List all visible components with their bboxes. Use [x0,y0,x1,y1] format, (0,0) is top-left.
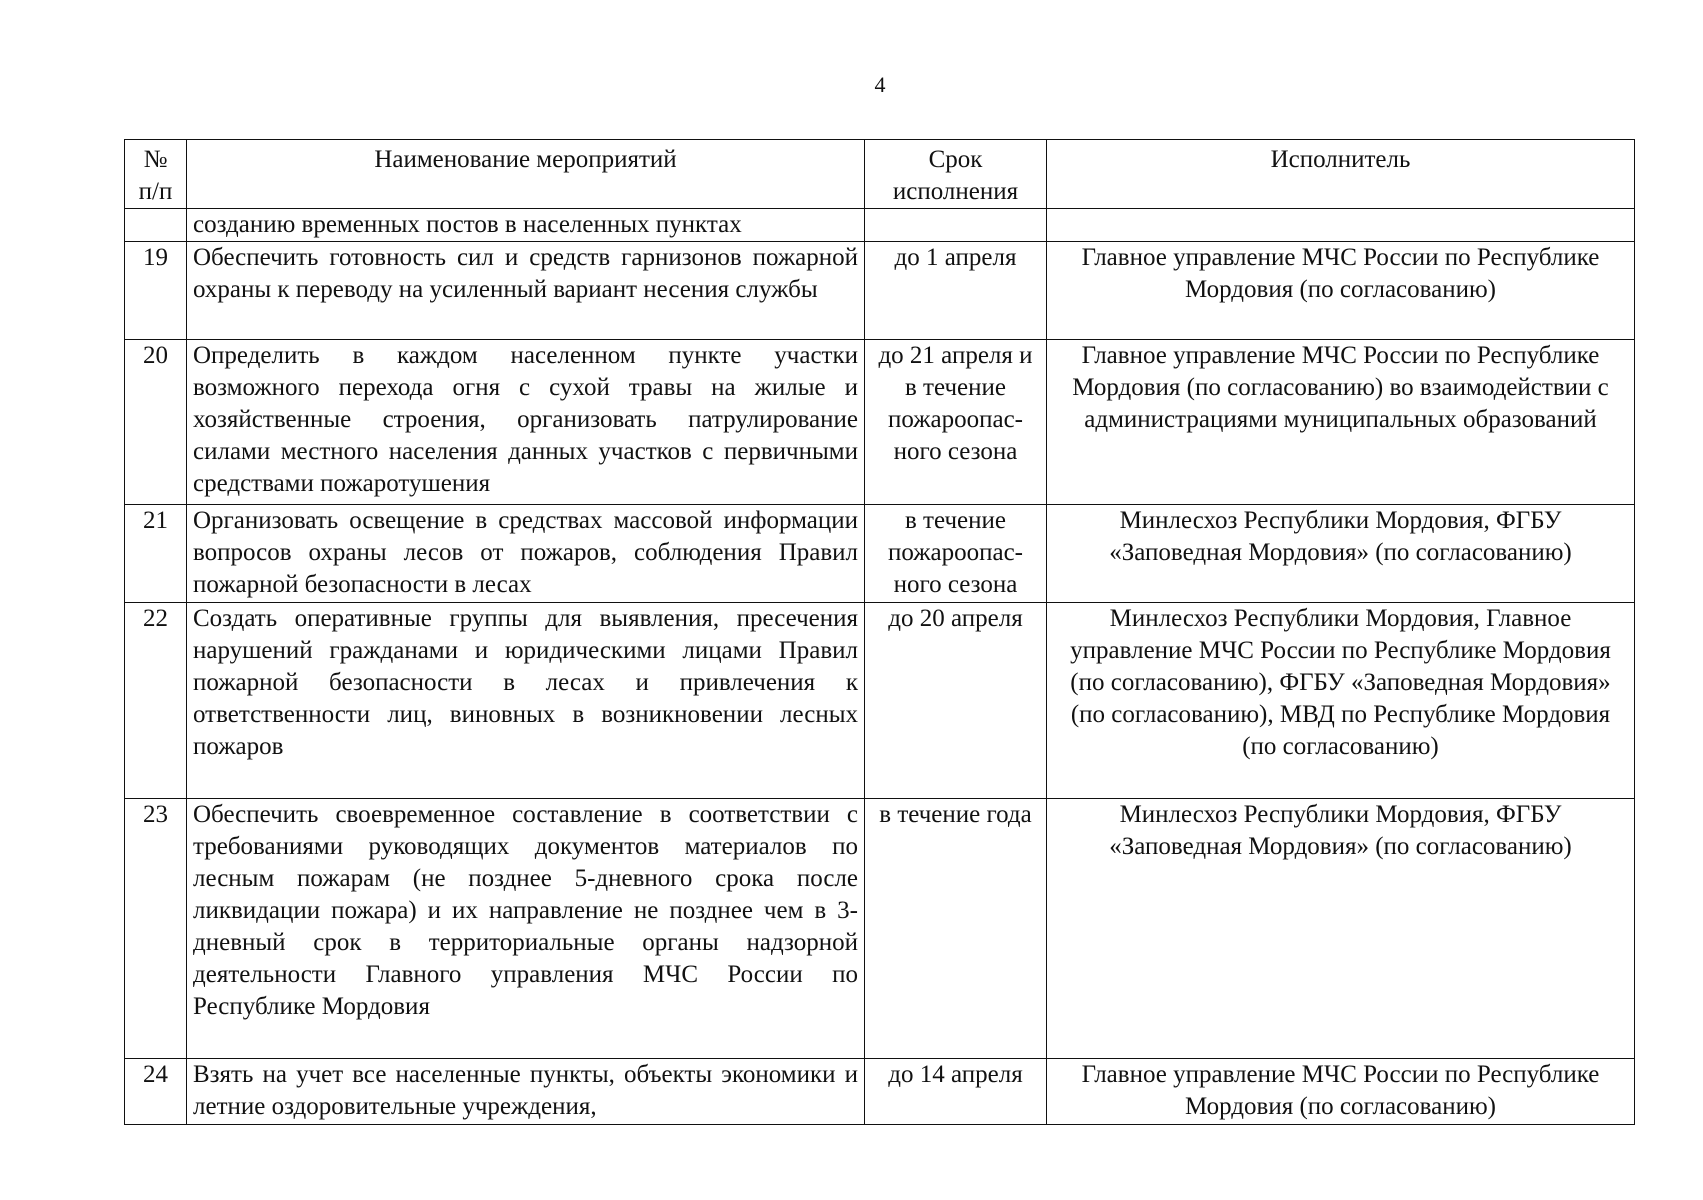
header-term: Срок исполнения [865,140,1047,209]
cell-executor: Главное управление МЧС России по Республике Мордовия (по согласованию) [1047,1059,1635,1125]
cell-name: Определить в каждом населенном пункте участки возможного перехода огня с сухой травы на жилые и хозяйственные строения, организовать патрулирование силами местного населения данных участков с первичными средствами пожаротушения [187,340,865,505]
table-row-continuation [125,209,1635,242]
cell-name: Обеспечить готовность сил и средств гарнизонов пожарной охраны к переводу на усиленный вариант несения службы [187,242,865,340]
cell-num: 19 [125,242,187,340]
cell-term: до 1 апреля [865,242,1047,340]
events-table [124,139,1635,1125]
header-num: № п/п [125,140,187,209]
cell-executor: Минлесхоз Республики Мордовия, ФГБУ «Заповедная Мордовия» (по согласованию) [1047,505,1635,603]
page-number: 4 [874,72,886,97]
cell-executor: Минлесхоз Республики Мордовия, ФГБУ «Заповедная Мордовия» (по согласованию) [1047,799,1635,1059]
cell-executor: Главное управление МЧС России по Республике Мордовия (по согласованию) [1047,242,1635,340]
table-row [125,242,1635,340]
cell-term: до 21 апреля и в течение пожароопас-ного сезона [865,340,1047,505]
table-row [125,603,1635,799]
cell-executor [1047,209,1635,242]
cell-num: 22 [125,603,187,799]
cell-num: 20 [125,340,187,505]
header-executor: Исполнитель [1047,140,1635,209]
cell-num [125,209,187,242]
cell-term: до 14 апреля [865,1059,1047,1125]
cell-executor: Минлесхоз Республики Мордовия, Главное управление МЧС России по Республике Мордовия (по согласованию), ФГБУ «Заповедная Мордовия» (по согласованию), МВД по Республике Мордовия (по согласованию) [1047,603,1635,799]
header-name: Наименование мероприятий [187,140,865,209]
cell-num: 21 [125,505,187,603]
cell-name: Организовать освещение в средствах массовой информации вопросов охраны лесов от пожаров, соблюдения Правил пожарной безопасности в лесах [187,505,865,603]
cell-name: Создать оперативные группы для выявления, пресечения нарушений гражданами и юридическими лицами Правил пожарной безопасности в лесах и привлечения к ответственности лиц, виновных в возникновении лесных пожаров [187,603,865,799]
cell-term: в течение пожароопас-ного сезона [865,505,1047,603]
cell-name: созданию временных постов в населенных пунктах [187,209,865,242]
cell-num: 24 [125,1059,187,1125]
cell-term [865,209,1047,242]
cell-name: Взять на учет все населенные пункты, объекты экономики и летние оздоровительные учреждения, [187,1059,865,1125]
cell-executor: Главное управление МЧС России по Республике Мордовия (по согласованию) во взаимодействии с администрациями муниципальных образований [1047,340,1635,505]
cell-num: 23 [125,799,187,1059]
table-header-row [125,140,1635,209]
table-row [125,1059,1635,1125]
table-row [125,799,1635,1059]
cell-term: до 20 апреля [865,603,1047,799]
table-row [125,505,1635,603]
cell-name: Обеспечить своевременное составление в соответствии с требованиями руководящих документов материалов по лесным пожарам (не позднее 5-дневного срока после ликвидации пожара) и их направление не позднее чем в 3-дневный срок в территориальные органы надзорной деятельности Главного управления МЧС России по Республике Мордовия [187,799,865,1059]
table-row [125,340,1635,505]
cell-term: в течение года [865,799,1047,1059]
